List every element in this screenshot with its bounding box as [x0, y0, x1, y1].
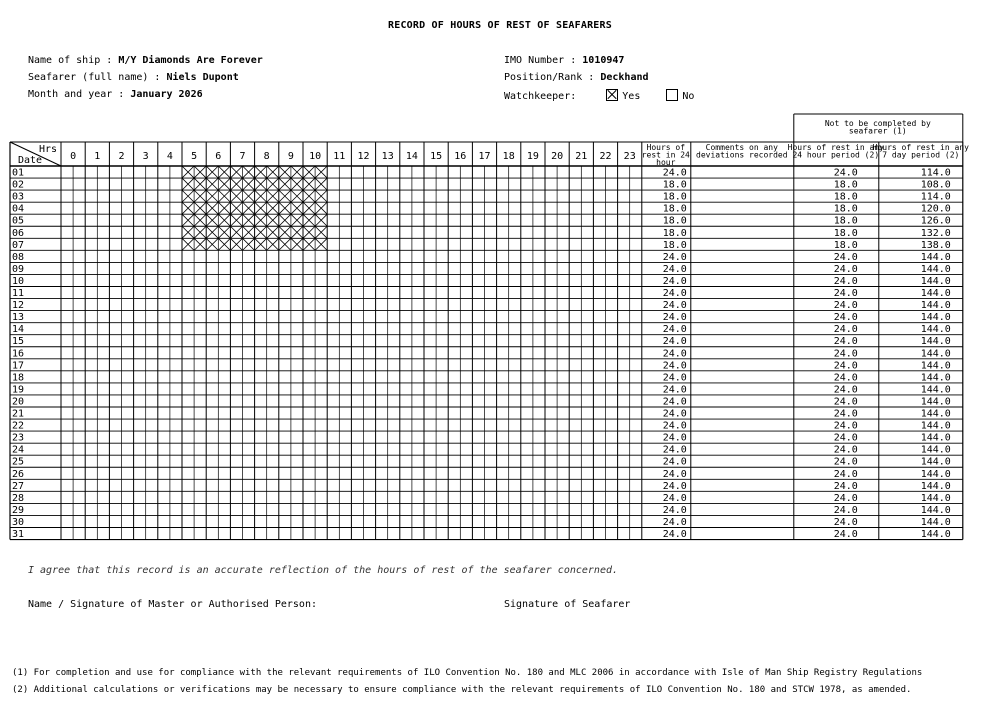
row-rest-7day: 144.0	[920, 300, 951, 312]
hour-header: 4	[166, 151, 173, 162]
month-label: Month and year :	[28, 89, 125, 100]
row-rest-7day: 144.0	[920, 529, 951, 540]
row-hours-rest: 24.0	[662, 312, 687, 324]
hour-header: 19	[526, 151, 539, 162]
row-date: 27	[12, 480, 25, 492]
row-rest-7day: 144.0	[920, 384, 951, 396]
hour-header: 2	[118, 151, 125, 162]
row-rest-24h: 24.0	[833, 444, 858, 456]
row-date: 13	[12, 312, 25, 324]
row-date: 23	[12, 432, 25, 444]
row-rest-24h: 24.0	[833, 504, 858, 516]
row-rest-24h: 24.0	[833, 167, 858, 179]
row-date: 09	[12, 263, 25, 275]
row-rest-7day: 144.0	[920, 288, 951, 299]
row-hours-rest: 24.0	[662, 384, 687, 396]
hour-header: 15	[430, 151, 443, 162]
row-rest-24h: 24.0	[833, 480, 858, 492]
watchkeeper-label: Watchkeeper:	[504, 91, 577, 102]
row-date: 31	[12, 529, 25, 540]
row-hours-rest: 18.0	[662, 239, 687, 251]
footnote-2: (2) Additional calculations or verifications may be necessary to ensure compliance with the relevant requirements of ILO Convention No. 180 and STCW 1978, as amended.	[12, 685, 912, 695]
hour-header: 7	[239, 151, 246, 162]
hour-header: 8	[263, 151, 270, 162]
row-rest-24h: 18.0	[833, 191, 858, 203]
not-completed-header: Not to be completed by seafarer (1)	[824, 119, 931, 136]
row-rest-7day: 144.0	[920, 468, 951, 480]
row-hours-rest: 24.0	[662, 360, 687, 372]
ship-name-label: Name of ship :	[28, 55, 113, 66]
row-hours-rest: 24.0	[662, 516, 687, 528]
row-rest-24h: 24.0	[833, 456, 858, 468]
seafarer-value: Niels Dupont	[166, 72, 239, 83]
row-hours-rest: 24.0	[662, 251, 687, 263]
row-rest-24h: 18.0	[833, 179, 858, 191]
row-hours-rest: 24.0	[662, 324, 687, 336]
row-date: 16	[12, 348, 25, 360]
row-hours-rest: 18.0	[662, 227, 687, 239]
row-rest-24h: 24.0	[833, 516, 858, 528]
row-rest-24h: 18.0	[833, 239, 858, 251]
hours-rest-header: Hours of rest in 24 hour	[641, 143, 690, 167]
row-rest-7day: 114.0	[920, 167, 951, 179]
row-hours-rest: 24.0	[662, 408, 687, 420]
row-hours-rest: 24.0	[662, 288, 687, 299]
row-rest-7day: 144.0	[920, 348, 951, 360]
row-rest-7day: 108.0	[920, 179, 951, 191]
row-hours-rest: 24.0	[662, 275, 687, 287]
row-rest-24h: 18.0	[833, 227, 858, 239]
agreement-statement: I agree that this record is an accurate reflection of the hours of rest of the seafarer concerned.	[28, 565, 619, 576]
rest-24h-header: Hours of rest in any 24 hour period (2)	[787, 143, 884, 160]
position-label: Position/Rank :	[504, 72, 595, 83]
row-hours-rest: 24.0	[662, 492, 687, 504]
row-date: 06	[12, 227, 25, 239]
row-hours-rest: 24.0	[662, 300, 687, 312]
row-rest-7day: 144.0	[920, 312, 951, 324]
position-value: Deckhand	[600, 72, 649, 83]
row-date: 18	[12, 372, 25, 384]
hour-header: 3	[142, 151, 149, 162]
row-rest-7day: 120.0	[920, 203, 951, 215]
row-rest-24h: 24.0	[833, 336, 858, 348]
row-rest-7day: 144.0	[920, 360, 951, 372]
row-rest-24h: 24.0	[833, 275, 858, 287]
row-date: 28	[12, 492, 25, 504]
row-rest-24h: 24.0	[833, 300, 858, 312]
row-rest-24h: 24.0	[833, 468, 858, 480]
hour-header: 21	[575, 151, 588, 162]
row-date: 14	[12, 324, 25, 336]
row-rest-7day: 144.0	[920, 504, 951, 516]
row-rest-7day: 144.0	[920, 275, 951, 287]
row-date: 12	[12, 300, 25, 312]
row-date: 01	[12, 167, 25, 179]
row-rest-24h: 24.0	[833, 372, 858, 384]
hour-header: 5	[191, 151, 198, 162]
footnote-1: (1) For completion and use for compliance with the relevant requirements of ILO Convention No. 180 and MLC 2006 in accordance with Isle of Man Ship Registry Regulations	[12, 668, 923, 678]
rest-7day-header: Hours of rest in any 7 day period (2)	[872, 143, 969, 160]
row-date: 11	[12, 288, 25, 299]
row-rest-7day: 144.0	[920, 396, 951, 408]
row-rest-24h: 24.0	[833, 396, 858, 408]
row-rest-7day: 144.0	[920, 251, 951, 263]
row-date: 07	[12, 239, 25, 251]
row-rest-24h: 24.0	[833, 420, 858, 432]
row-date: 03	[12, 191, 25, 203]
row-hours-rest: 24.0	[662, 263, 687, 275]
row-date: 19	[12, 384, 25, 396]
row-hours-rest: 24.0	[662, 336, 687, 348]
row-rest-24h: 24.0	[833, 529, 858, 540]
row-rest-24h: 18.0	[833, 215, 858, 227]
imo-label: IMO Number :	[504, 55, 577, 66]
row-date: 17	[12, 360, 25, 372]
row-rest-7day: 144.0	[920, 263, 951, 275]
row-rest-24h: 24.0	[833, 348, 858, 360]
row-hours-rest: 24.0	[662, 456, 687, 468]
hour-header: 17	[478, 151, 491, 162]
hour-header: 22	[599, 151, 612, 162]
row-hours-rest: 24.0	[662, 504, 687, 516]
row-rest-7day: 144.0	[920, 372, 951, 384]
seafarer-label: Seafarer (full name) :	[28, 72, 161, 83]
seafarer-signature-label: Signature of Seafarer	[504, 599, 631, 610]
row-hours-rest: 24.0	[662, 420, 687, 432]
row-date: 25	[12, 456, 25, 468]
row-rest-7day: 144.0	[920, 480, 951, 492]
row-date: 08	[12, 251, 25, 263]
row-rest-24h: 24.0	[833, 312, 858, 324]
row-rest-7day: 138.0	[920, 239, 951, 251]
row-date: 15	[12, 336, 25, 348]
hour-header: 12	[357, 151, 370, 162]
row-rest-24h: 24.0	[833, 263, 858, 275]
row-rest-24h: 24.0	[833, 288, 858, 299]
row-date: 26	[12, 468, 25, 480]
row-hours-rest: 18.0	[662, 179, 687, 191]
row-date: 20	[12, 396, 25, 408]
row-rest-24h: 24.0	[833, 384, 858, 396]
hour-header: 20	[551, 151, 564, 162]
watchkeeper-yes-label: Yes	[622, 91, 641, 102]
row-rest-7day: 126.0	[920, 215, 951, 227]
row-date: 29	[12, 504, 25, 516]
row-rest-7day: 144.0	[920, 336, 951, 348]
row-date: 24	[12, 444, 25, 456]
row-hours-rest: 24.0	[662, 167, 687, 179]
hour-header: 13	[381, 151, 394, 162]
document-title: RECORD OF HOURS OF REST OF SEAFARERS	[388, 20, 612, 31]
hour-header: 9	[287, 151, 294, 162]
hour-header: 0	[70, 151, 77, 162]
hour-header: 10	[309, 151, 322, 162]
row-hours-rest: 18.0	[662, 203, 687, 215]
hour-header: 23	[623, 151, 636, 162]
row-date: 10	[12, 275, 25, 287]
hour-header: 11	[333, 151, 346, 162]
row-date: 05	[12, 215, 25, 227]
row-rest-7day: 144.0	[920, 408, 951, 420]
row-rest-24h: 24.0	[833, 360, 858, 372]
row-rest-7day: 144.0	[920, 516, 951, 528]
row-hours-rest: 24.0	[662, 372, 687, 384]
row-rest-7day: 144.0	[920, 324, 951, 336]
row-rest-7day: 144.0	[920, 432, 951, 444]
hour-header: 14	[405, 151, 418, 162]
watchkeeper-no-label: No	[682, 91, 695, 102]
row-hours-rest: 24.0	[662, 348, 687, 360]
row-date: 30	[12, 516, 25, 528]
row-rest-24h: 24.0	[833, 432, 858, 444]
row-rest-7day: 144.0	[920, 420, 951, 432]
row-date: 22	[12, 420, 25, 432]
date-label: Date	[18, 155, 43, 166]
master-signature-label: Name / Signature of Master or Authorised Person:	[28, 599, 317, 610]
row-hours-rest: 24.0	[662, 444, 687, 456]
row-date: 02	[12, 179, 25, 191]
row-rest-24h: 24.0	[833, 251, 858, 263]
imo-value: 1010947	[582, 55, 625, 66]
hour-header: 18	[502, 151, 515, 162]
row-rest-24h: 24.0	[833, 324, 858, 336]
row-rest-7day: 132.0	[920, 227, 951, 239]
row-hours-rest: 24.0	[662, 432, 687, 444]
hour-header: 16	[454, 151, 467, 162]
row-rest-7day: 144.0	[920, 444, 951, 456]
month-value: January 2026	[130, 89, 203, 100]
row-hours-rest: 24.0	[662, 480, 687, 492]
row-hours-rest: 18.0	[662, 215, 687, 227]
row-rest-7day: 144.0	[920, 492, 951, 504]
hrs-label: Hrs	[38, 144, 57, 155]
row-hours-rest: 24.0	[662, 529, 687, 540]
row-rest-7day: 114.0	[920, 191, 951, 203]
row-hours-rest: 24.0	[662, 396, 687, 408]
row-date: 21	[12, 408, 25, 420]
hour-header: 1	[94, 151, 101, 162]
row-hours-rest: 18.0	[662, 191, 687, 203]
row-rest-7day: 144.0	[920, 456, 951, 468]
hour-header: 6	[215, 151, 222, 162]
comments-header: Comments on any deviations recorded	[696, 143, 788, 160]
row-rest-24h: 24.0	[833, 492, 858, 504]
row-date: 04	[12, 203, 25, 215]
row-rest-24h: 18.0	[833, 203, 858, 215]
row-hours-rest: 24.0	[662, 468, 687, 480]
row-rest-24h: 24.0	[833, 408, 858, 420]
ship-name-value: M/Y Diamonds Are Forever	[118, 55, 263, 66]
